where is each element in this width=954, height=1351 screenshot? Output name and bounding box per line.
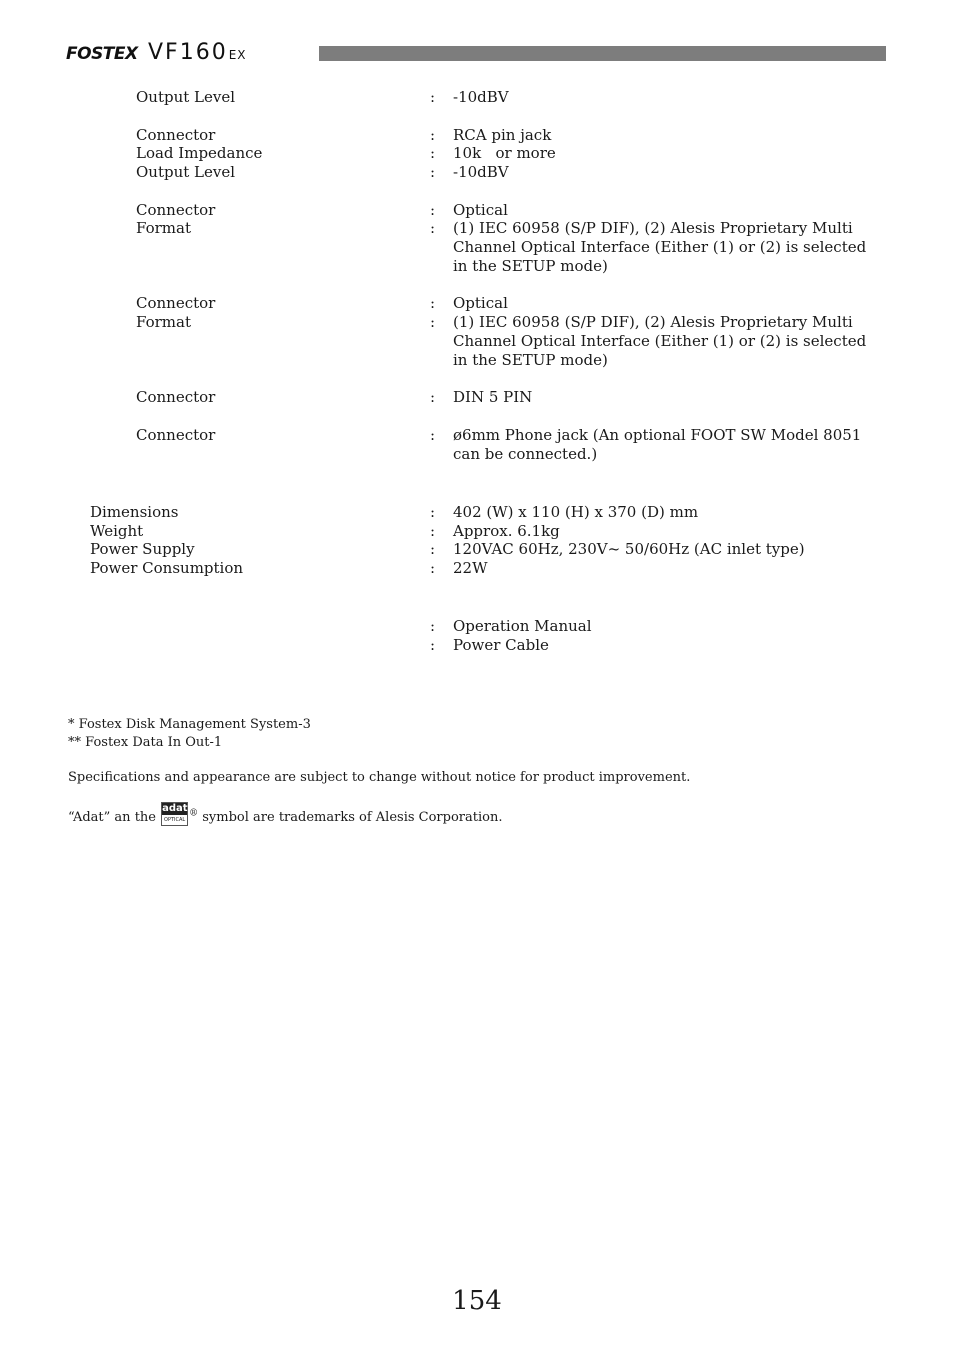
spec-colon: : xyxy=(430,163,436,181)
spec-colon: : xyxy=(430,503,436,521)
spec-colon: : xyxy=(430,144,436,162)
spec-colon: : xyxy=(430,313,436,331)
registered-mark: ® xyxy=(189,808,199,819)
spec-colon: : xyxy=(430,426,436,444)
spec-value: -10dBV xyxy=(453,163,509,181)
spec-label: Connector xyxy=(136,388,216,406)
trademark-notice xyxy=(68,802,502,827)
spec-label: Connector xyxy=(136,126,216,144)
spec-label: Connector xyxy=(136,426,216,444)
spec-value: Approx. 6.1kg xyxy=(453,522,560,540)
disclaimer-text: Specifications and appearance are subject to change without notice for product improvement. xyxy=(68,770,691,785)
spec-colon: : xyxy=(430,522,436,540)
spec-label: Output Level xyxy=(136,163,236,181)
footnote-dms: * Fostex Disk Management System-3 xyxy=(68,717,311,732)
model-name: VF160 xyxy=(148,40,228,65)
spec-value: 22W xyxy=(453,559,488,577)
spec-colon: : xyxy=(430,559,436,577)
spec-label: Load Impedance xyxy=(136,144,263,162)
spec-colon: : xyxy=(430,88,436,106)
model-logo xyxy=(148,40,247,65)
adat-logo-optical: OPTICAL xyxy=(164,817,186,823)
trademark-text-pre: “Adat” an the xyxy=(68,810,156,825)
spec-colon: : xyxy=(430,540,436,558)
spec-label: Format xyxy=(136,313,191,331)
spec-value: Operation Manual xyxy=(453,617,592,635)
spec-value: 120VAC 60Hz, 230V~ 50/60Hz (AC inlet type) xyxy=(453,540,805,558)
spec-label: Weight xyxy=(90,522,144,540)
spec-colon: : xyxy=(430,126,436,144)
model-suffix: EX xyxy=(228,48,247,62)
spec-label: Connector xyxy=(136,294,216,312)
page-header xyxy=(66,40,886,66)
spec-value: -10dBV xyxy=(453,88,509,106)
spec-colon: : xyxy=(430,294,436,312)
spec-value: Optical xyxy=(453,201,508,219)
spec-value: 402 (W) x 110 (H) x 370 (D) mm xyxy=(453,503,699,521)
spec-label: Dimensions xyxy=(90,503,179,521)
spec-value: DIN 5 PIN xyxy=(453,388,533,406)
spec-label: Power Supply xyxy=(90,540,195,558)
spec-label: Output Level xyxy=(136,88,236,106)
trademark-text-post: symbol are trademarks of Alesis Corporation. xyxy=(198,810,503,825)
spec-value: (1) IEC 60958 (S/P DIF), (2) Alesis Proprietary Multi Channel Optical Interface (Either (1) or (2) is selected in the SETUP mode) xyxy=(453,219,867,275)
spec-value: Optical xyxy=(453,294,508,312)
spec-colon: : xyxy=(430,617,436,635)
spec-label: Format xyxy=(136,219,191,237)
spec-label: Connector xyxy=(136,201,216,219)
page-number: 154 xyxy=(452,1286,502,1316)
spec-colon: : xyxy=(430,219,436,237)
spec-colon: : xyxy=(430,388,436,406)
spec-value: Power Cable xyxy=(453,636,549,654)
spec-colon: : xyxy=(430,201,436,219)
spec-colon: : xyxy=(430,636,436,654)
adat-logo-word: adat xyxy=(162,803,188,814)
spec-value: (1) IEC 60958 (S/P DIF), (2) Alesis Proprietary Multi Channel Optical Interface (Either (1) or (2) is selected in the SETUP mode) xyxy=(453,313,867,369)
spec-label: Power Consumption xyxy=(90,559,244,577)
header-bar xyxy=(319,46,886,61)
spec-value: ø6mm Phone jack (An optional FOOT SW Model 8051 can be connected.) xyxy=(453,426,862,463)
adat-optical-logo-icon xyxy=(161,802,188,826)
spec-value: RCA pin jack xyxy=(453,126,552,144)
footnote-dio: ** Fostex Data In Out-1 xyxy=(68,735,223,750)
spec-value: 10k or more xyxy=(453,144,556,162)
brand-logo: FOSTEX xyxy=(66,44,138,64)
